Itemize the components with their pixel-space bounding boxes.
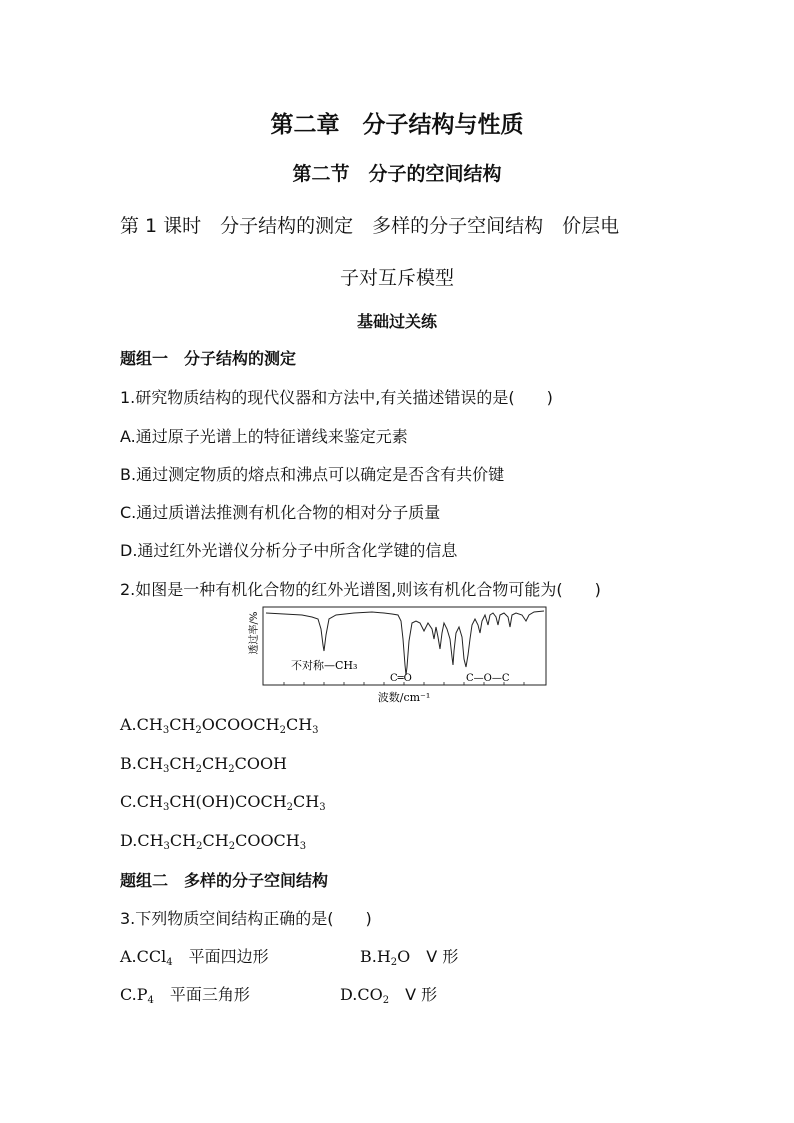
q3-option-b: $B.H_2O$ V 形 [360,947,459,968]
ir-spectrum-figure [244,603,552,705]
chapter-title: 第二章 分子结构与性质 [270,112,524,138]
q3-option-a: A.CCl$_4$ 平面四边形 [120,947,269,968]
q1-stem: 1.研究物质结构的现代仪器和方法中,有关描述错误的是( ) [120,388,553,407]
q2-option-c: $C.CH_3CH(OH)COCH_2CH_3$ [120,792,326,813]
lesson-title-line2: 子对互斥模型 [339,267,454,289]
q2-stem: 2.如图是一种有机化合物的红外光谱图,则该有机化合物可能为( ) [120,580,601,599]
q2-option-d: $D.CH_3CH_2CH_2COOCH_3$ [120,831,307,852]
section-title: 第二节 分子的空间结构 [292,163,502,185]
q2-option-a: $A.CH_3CH_2OCOOCH_2CH_3$ [120,715,319,736]
q1-option-d: D.通过红外光谱仪分析分子中所含化学键的信息 [120,541,458,560]
practice-heading: 基础过关练 [356,312,437,331]
annotation-asym-ch3: 不对称—CH₃ [291,659,358,672]
q1-option-a: A.通过原子光谱上的特征谱线来鉴定元素 [120,427,408,446]
q1-option-c: C.通过质谱法推测有机化合物的相对分子质量 [120,503,441,522]
annotation-c-o-double: C═O [390,673,412,684]
q2-option-b: $B.CH_3CH_2CH_2COOH$ [120,754,288,775]
q3-stem: 3.下列物质空间结构正确的是( ) [120,909,372,928]
x-axis-label: 波数/cm⁻¹ [377,691,431,704]
annotation-c-o-c: C—O—C [466,673,510,684]
group2-heading: 题组二 多样的分子空间结构 [120,871,329,890]
q1-option-b: B.通过测定物质的熔点和沸点可以确定是否含有共价键 [120,465,505,484]
group1-heading: 题组一 分子结构的测定 [120,349,297,368]
y-axis-label: 透过率/% [249,611,260,655]
q3-option-c: $C.P_4$ 平面三角形 [120,985,250,1006]
lesson-title-line1: 第 1 课时 分子结构的测定 多样的分子空间结构 价层电 [120,215,620,237]
q3-option-d: $D.CO_2$ V 形 [340,985,438,1006]
